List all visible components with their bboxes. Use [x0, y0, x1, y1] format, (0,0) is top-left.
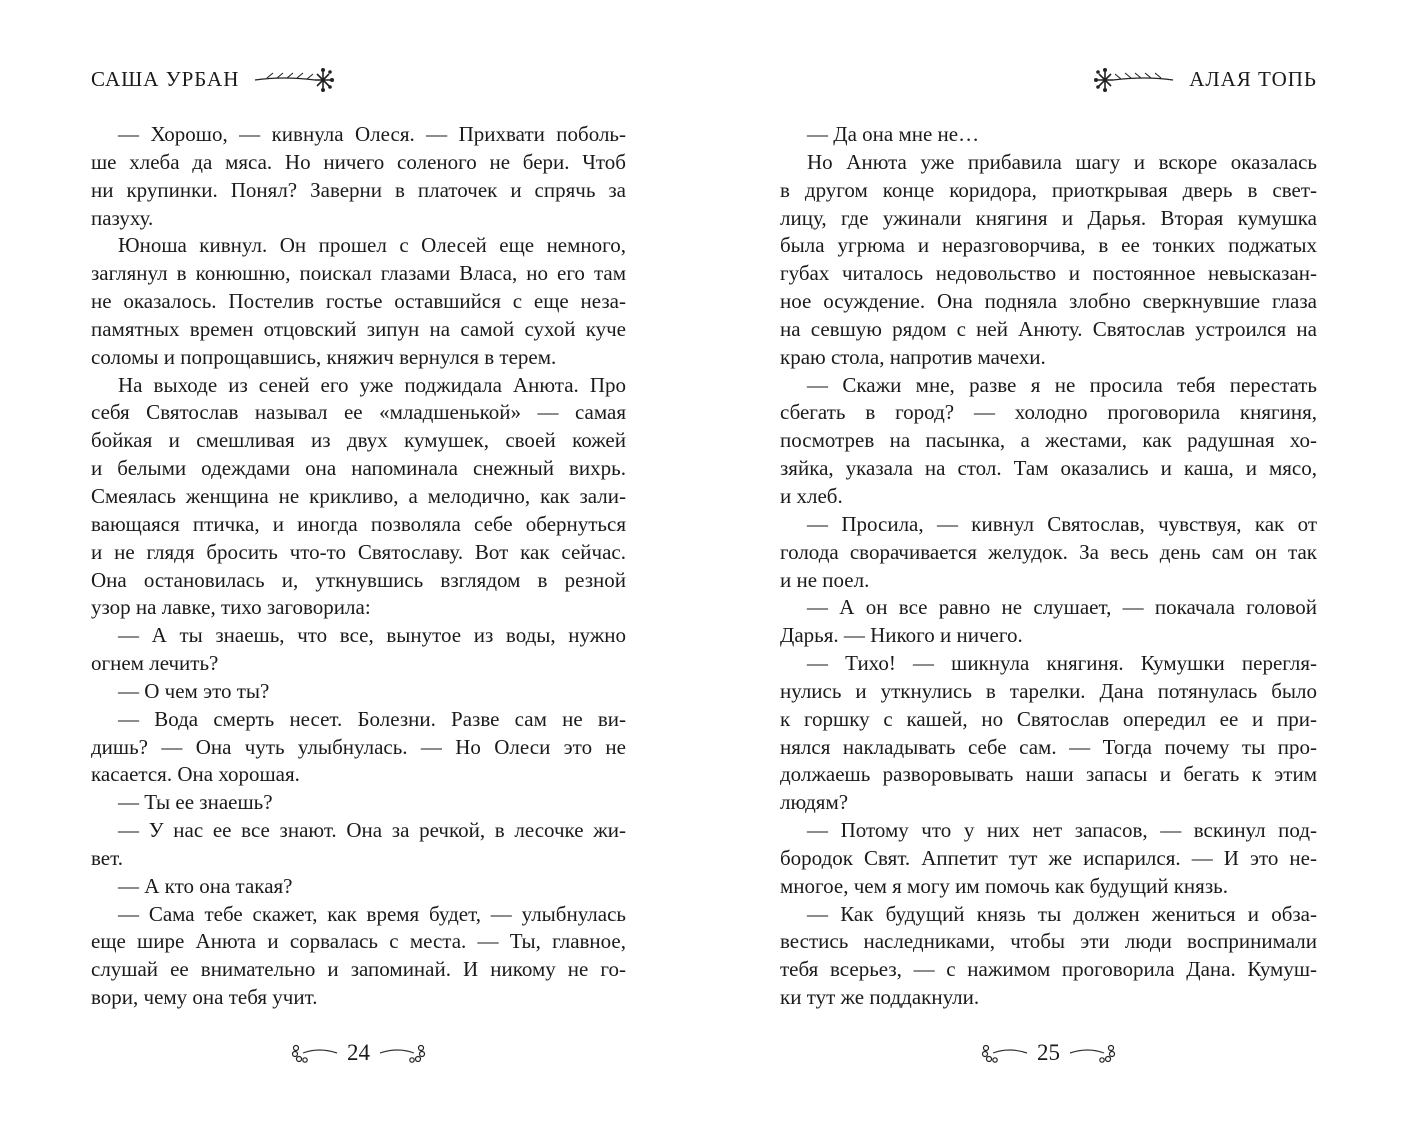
text-line: — Да она мне не… — [807, 122, 980, 146]
text-line: вестись наследниками, чтобы эти люди воспринимали — [780, 929, 1317, 954]
text-line: на севшую рядом с ней Анюту. Святослав устроился на — [780, 316, 1317, 341]
text-line: и белыми одеждами она напоминала снежный вихрь. — [91, 456, 626, 481]
text-line: в другом конце коридора, приоткрывая дверь в свет- — [780, 177, 1317, 202]
text-line: — Сама тебе скажет, как время будет, — улыбнулась — [118, 901, 626, 926]
page-number: 25 — [1037, 1040, 1060, 1065]
text-line: — У нас ее все знают. Она за речкой, в лесочке жи- — [118, 818, 626, 843]
text-line: Юноша кивнул. Он прошел с Олесей еще немного, — [118, 233, 626, 258]
text-line: — Вода смерть несет. Болезни. Разве сам не ви- — [118, 706, 626, 731]
paragraph — [91, 873, 626, 901]
right-page — [780, 0, 1317, 1125]
text-line: Смеялась женщина не крикливо, а мелодично, как зали- — [91, 483, 626, 508]
text-line: Но Анюта уже прибавила шагу и вскоре оказалась — [807, 149, 1317, 174]
text-line: и не глядя бросить что-то Святославу. Вот как сейчас. — [91, 539, 626, 564]
paragraph — [91, 901, 626, 1012]
page-number-footer — [780, 1040, 1317, 1066]
text-line: лицу, где ужинали княгиня и Дарья. Вторая кумушка — [780, 205, 1317, 230]
sprig-ornament-icon — [1091, 66, 1175, 92]
text-line: узор на лавке, тихо заговорила: — [91, 595, 371, 620]
paragraph — [780, 121, 1317, 149]
paragraph — [780, 511, 1317, 595]
paragraph — [91, 372, 626, 623]
text-line: посмотрев на пасынка, а жестами, как радушная хо- — [780, 428, 1317, 453]
text-line: слушай ее внимательно и запоминай. И никому не го- — [91, 957, 626, 982]
author-name: САША УРБАН — [91, 66, 240, 91]
text-line: ни крупинки. Понял? Заверни в платочек и спрячь за — [91, 177, 626, 202]
text-line: вающаяся птичка, и иногда позволяла себе обернуться — [91, 511, 626, 536]
text-line: — Скажи мне, разве я не просила тебя перестать — [807, 372, 1317, 397]
text-line: огнем лечить? — [91, 651, 219, 676]
paragraph — [91, 232, 626, 371]
page-number-footer — [91, 1040, 626, 1066]
text-line: — А кто она такая? — [118, 873, 293, 898]
text-line: вори, чему она тебя учит. — [91, 985, 318, 1010]
paragraph — [91, 817, 626, 873]
text-line: зяйка, указала на стол. Там оказались и каша, и мясо, — [780, 456, 1317, 481]
paragraph — [91, 789, 626, 817]
text-line: вет. — [91, 845, 123, 870]
sprig-ornament-icon — [253, 66, 337, 92]
text-line: сбегать в город? — холодно проговорила княгиня, — [780, 400, 1317, 425]
left-page-text — [91, 121, 626, 1012]
text-line: — Ты ее знаешь? — [118, 790, 273, 815]
text-line: не оказалось. Постелив гостье оставшийся с еще неза- — [91, 289, 626, 314]
text-line: — А ты знаешь, что все, вынутое из воды, нужно — [118, 623, 626, 648]
paragraph — [780, 372, 1317, 511]
text-line: — Просила, — кивнул Святослав, чувствуя, как от — [807, 511, 1317, 536]
flourish-right-icon — [1068, 1043, 1116, 1063]
text-line: краю стола, напротив мачехи. — [780, 344, 1046, 369]
text-line: людям? — [780, 790, 849, 815]
book-title: АЛАЯ ТОПЬ — [1189, 66, 1317, 91]
paragraph — [780, 594, 1317, 650]
text-line: бородок Свят. Аппетит тут же испарился. — И это не- — [780, 845, 1317, 870]
text-line: заглянул в конюшню, поискал глазами Власа, но его там — [91, 261, 626, 286]
text-line: и хлеб. — [780, 483, 843, 508]
text-line: еще шире Анюта и сорвалась с места. — Ты, главное, — [91, 929, 626, 954]
paragraph — [91, 706, 626, 790]
text-line: многое, чем я могу им помочь как будущий князь. — [780, 873, 1228, 898]
text-line: памятных времен отцовский зипун на самой сухой куче — [91, 316, 626, 341]
running-head-title — [1091, 66, 1317, 92]
text-line: нялся накладывать себе сам. — Тогда почему ты про- — [780, 734, 1317, 759]
text-line: тебя всерьез, — с нажимом проговорила Дана. Кумуш- — [780, 957, 1317, 982]
page-number: 24 — [347, 1040, 370, 1065]
running-head-author — [91, 66, 337, 92]
paragraph — [91, 622, 626, 678]
text-line: — Как будущий князь ты должен жениться и обза- — [807, 901, 1317, 926]
text-line: пазуху. — [91, 205, 154, 230]
text-line: — О чем это ты? — [118, 678, 270, 703]
paragraph — [780, 901, 1317, 1012]
text-line: себя Святослав называл ее «младшенькой» — самая — [91, 400, 626, 425]
text-line: и не поел. — [780, 567, 870, 592]
paragraph — [91, 678, 626, 706]
text-line: голода сворачивается желудок. За весь день сам он так — [780, 539, 1317, 564]
text-line: На выходе из сеней его уже поджидала Анюта. Про — [118, 372, 626, 397]
flourish-right-icon — [378, 1043, 426, 1063]
text-line: должаешь разворовывать наши запасы и бегать к этим — [780, 762, 1317, 787]
text-line: губах читалось недовольство и постоянное невысказан- — [780, 261, 1317, 286]
paragraph — [780, 650, 1317, 817]
text-line: ное осуждение. Она подняла злобно сверкнувшие глаза — [780, 289, 1317, 314]
text-line: бойкая и смешливая из двух кумушек, своей кожей — [91, 428, 626, 453]
text-line: ше хлеба да мяса. Но ничего соленого не бери. Чтоб — [91, 149, 626, 174]
right-page-text — [780, 121, 1317, 1012]
text-line: Дарья. — Никого и ничего. — [780, 623, 1023, 648]
text-line: дишь? — Она чуть улыбнулась. — Но Олеси это не — [91, 734, 626, 759]
text-line: была угрюма и неразговорчива, в ее тонких поджатых — [780, 233, 1317, 258]
text-line: к горшку с кашей, но Святослав опередил ее и при- — [780, 706, 1317, 731]
paragraph — [780, 149, 1317, 372]
text-line: ки тут же поддакнули. — [780, 985, 980, 1010]
flourish-left-icon — [981, 1043, 1029, 1063]
text-line: — А он все равно не слушает, — покачала головой — [807, 595, 1317, 620]
text-line: — Потому что у них нет запасов, — вскинул под- — [807, 818, 1317, 843]
text-line: касается. Она хорошая. — [91, 762, 300, 787]
text-line: соломы и попрощавшись, княжич вернулся в терем. — [91, 344, 557, 369]
left-page — [91, 0, 626, 1125]
text-line: Она остановилась и, уткнувшись взглядом в резной — [91, 567, 626, 592]
text-line: нулись и уткнулись в тарелки. Дана потянулась было — [780, 678, 1317, 703]
paragraph — [780, 817, 1317, 901]
text-line: — Хорошо, — кивнула Олеся. — Прихвати поболь- — [118, 122, 626, 146]
text-line: — Тихо! — шикнула княгиня. Кумушки перегля- — [807, 651, 1317, 676]
flourish-left-icon — [291, 1043, 339, 1063]
paragraph — [91, 121, 626, 232]
